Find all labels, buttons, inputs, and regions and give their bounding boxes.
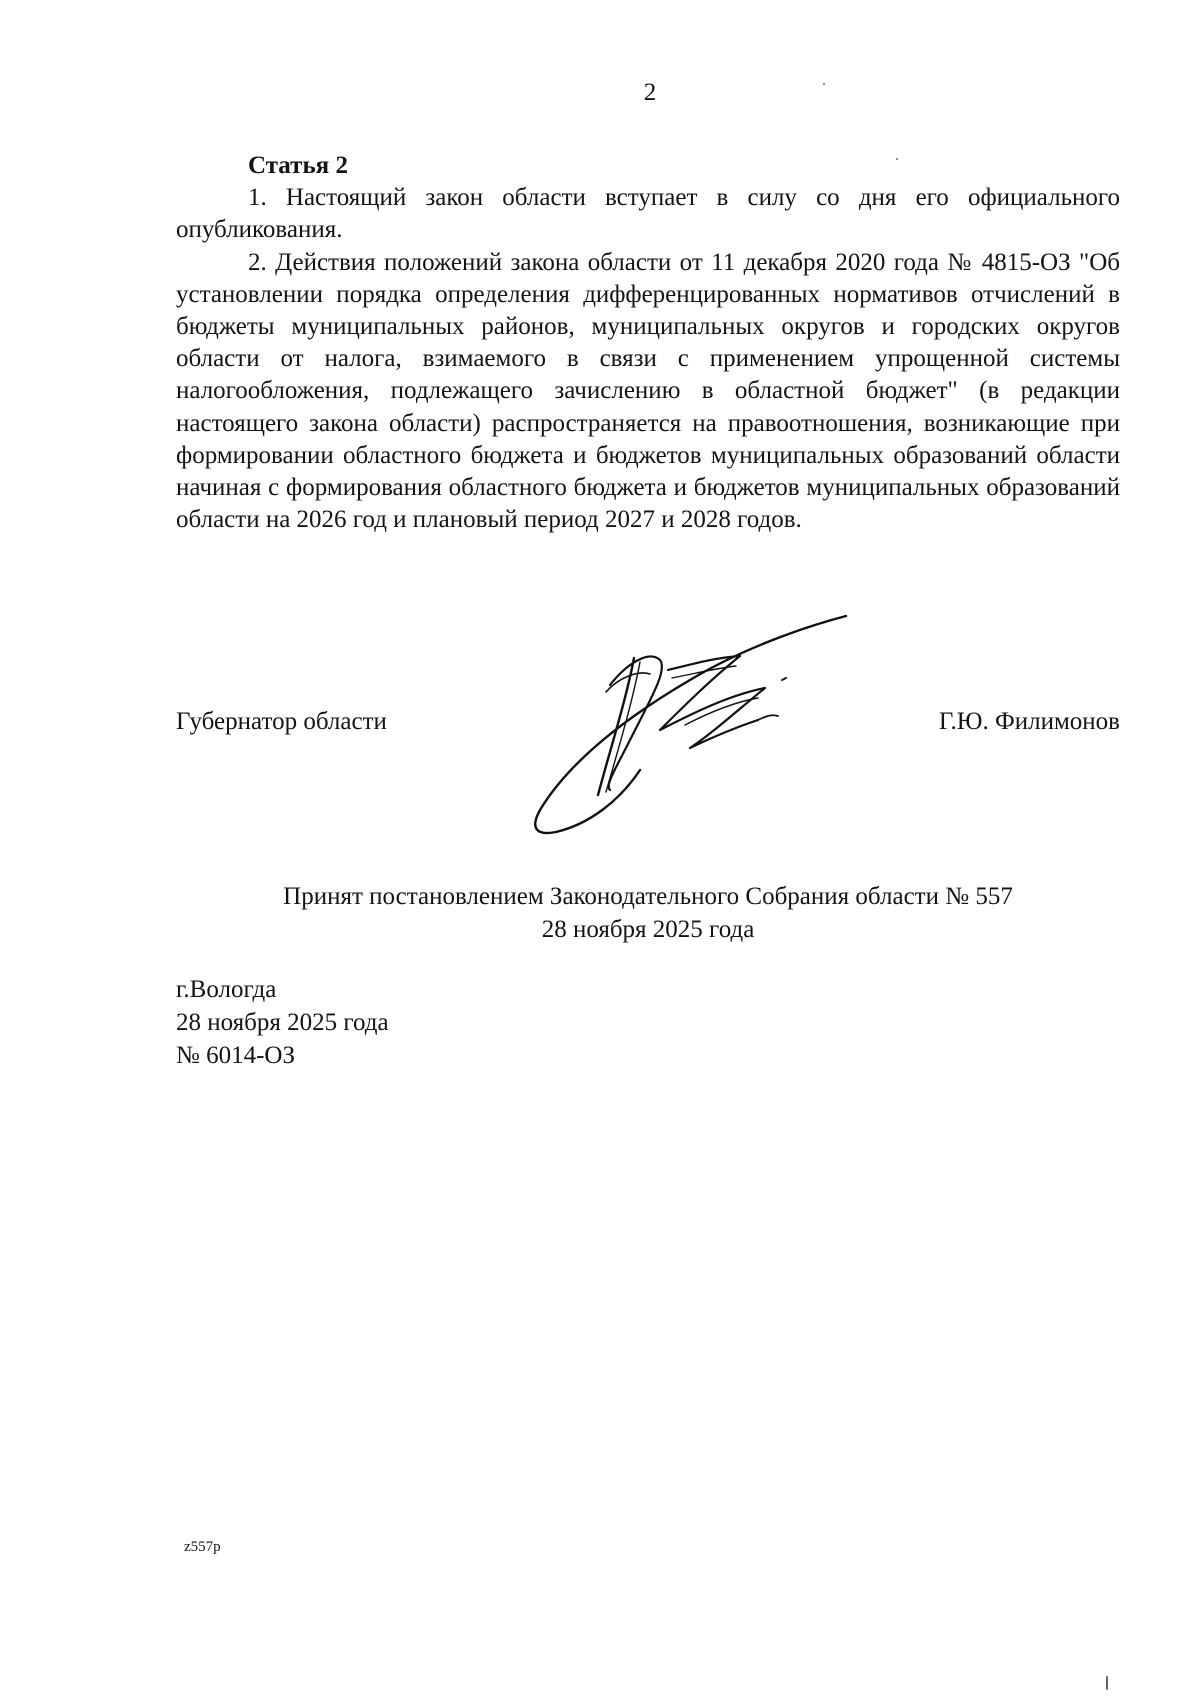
signatory-position: Губернатор области bbox=[176, 708, 387, 735]
adoption-line-2: 28 ноября 2025 года bbox=[541, 916, 755, 943]
signatory-name: Г.Ю. Филимонов bbox=[938, 708, 1120, 735]
scan-speck bbox=[823, 83, 825, 85]
city: г.Вологда bbox=[176, 976, 277, 1003]
law-date: 28 ноября 2025 года bbox=[176, 1009, 389, 1036]
scan-mark bbox=[1106, 1676, 1108, 1690]
article-paragraph-1: 1. Настоящий закон области вступает в силу со дня его официального опубликования. bbox=[176, 184, 1120, 244]
adoption-line-1: Принят постановлением Законодательного Собрания области № 557 bbox=[283, 883, 1013, 910]
adoption-note bbox=[176, 880, 1120, 946]
footer-code: z557p bbox=[184, 1539, 221, 1555]
page-number: 2 bbox=[643, 79, 657, 106]
place-date-block bbox=[176, 973, 389, 1072]
article-2 bbox=[176, 150, 1120, 536]
article-title: Статья 2 bbox=[248, 152, 348, 179]
signature-row bbox=[176, 705, 1120, 739]
article-paragraph-2: 2. Действия положений закона области от 11 декабря 2020 года № 4815-ОЗ "Об установлении порядка определения дифференцированных нормативов отчислений в бюджеты муниципальных районов, муниципальных округов и городских округов области от налога, взимаемого в связи с применением упрощенной системы налогообложения, подлежащего зачислению в областной бюджет" (в редакции настоящего закона области) распространяется на правоотношения, возникающие при формировании областного бюджета и бюджетов муниципальных образований области начиная с формирования областного бюджета и бюджетов муниципальных образований области на 2026 год и плановый период 2027 и 2028 годов. bbox=[176, 248, 1120, 534]
law-number: № 6014-ОЗ bbox=[176, 1042, 296, 1069]
